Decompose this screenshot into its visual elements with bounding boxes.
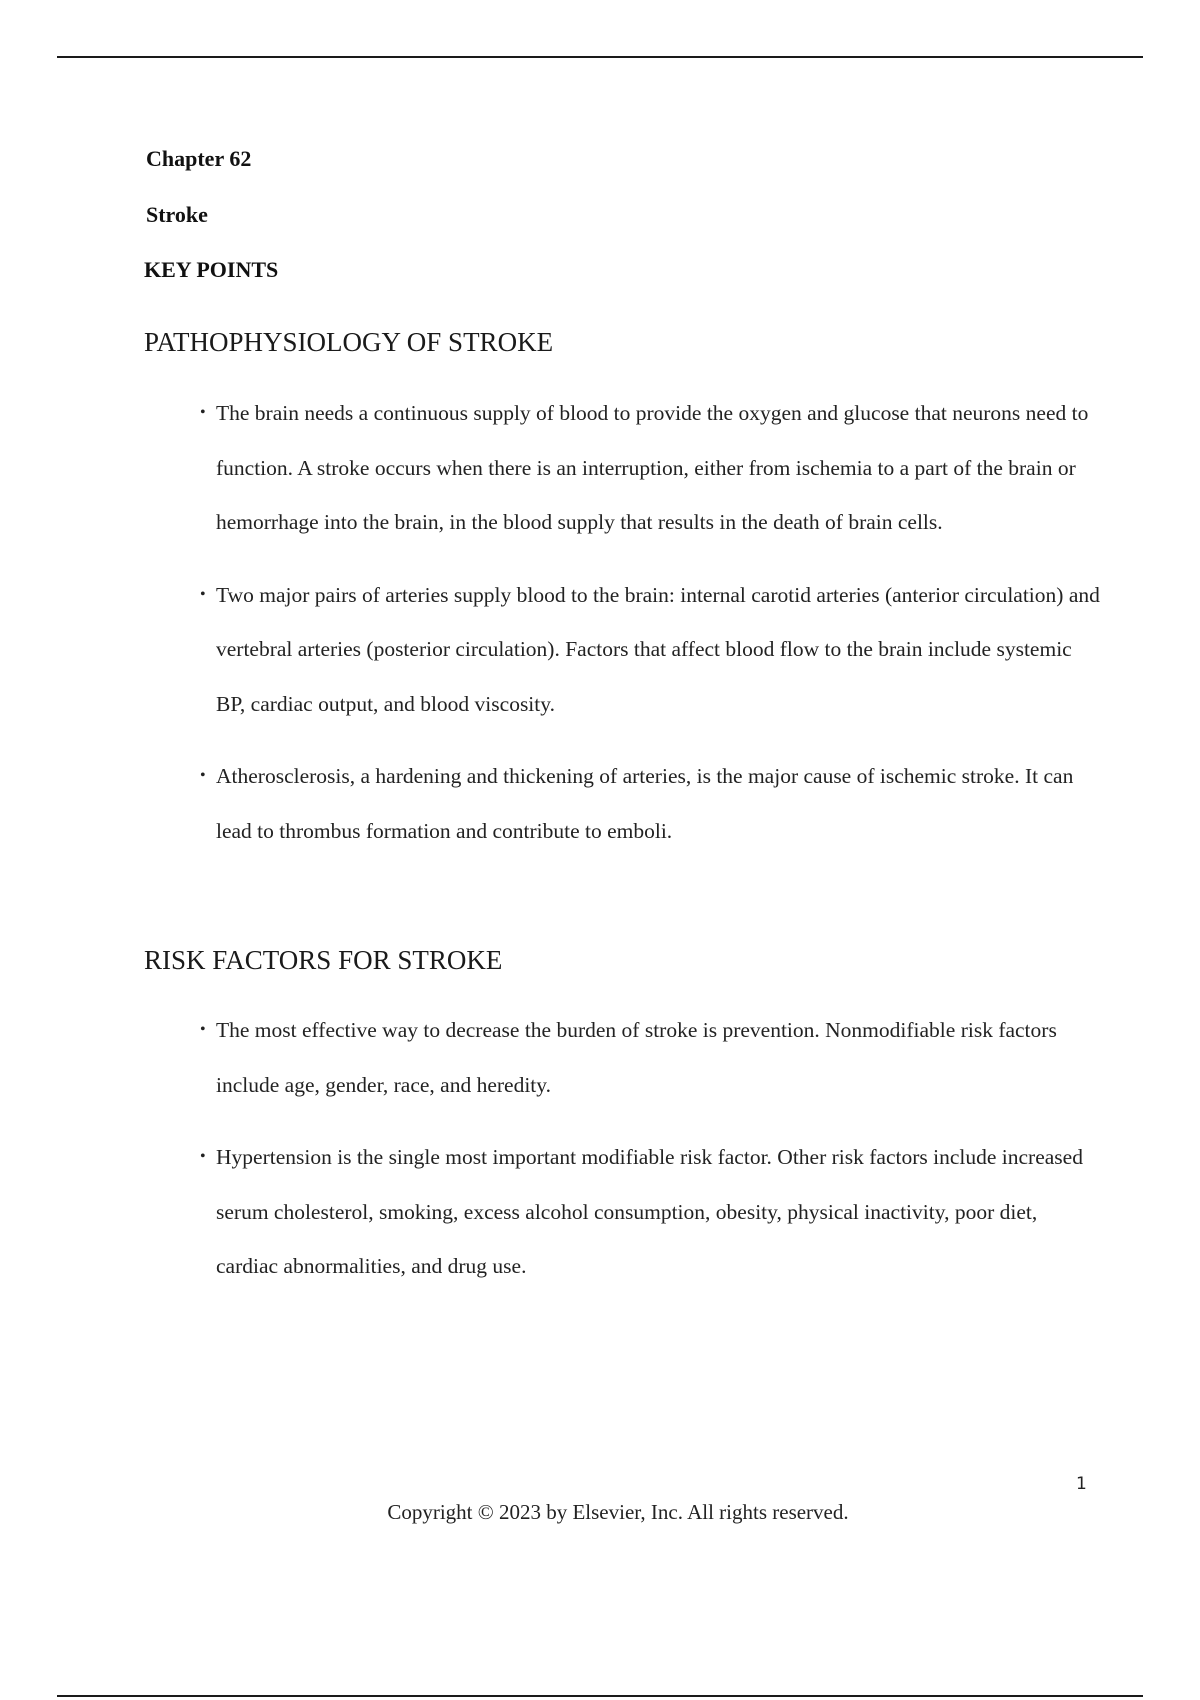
section-heading-risk-factors: RISK FACTORS FOR STROKE	[144, 945, 503, 975]
bullet-item: • The brain needs a continuous supply of blood to provide the oxygen and glucose that neurons need to function. A stroke occurs when there is an interruption, either from ischemia to a part of the brain or hemorrhage into the brain, in the blood supply that results in the death of brain cells.	[200, 386, 1100, 550]
key-points-label: KEY POINTS	[144, 257, 279, 282]
bullet-item: • The most effective way to decrease the burden of stroke is prevention. Nonmodifiable risk factors include age, gender, race, and heredity.	[200, 1003, 1100, 1112]
chapter-title: Stroke	[146, 202, 208, 227]
risk-factors-bullet-list	[200, 1003, 1100, 1312]
pathophysiology-bullet-list	[200, 386, 1100, 876]
top-rule	[57, 56, 1143, 58]
chapter-label: Chapter 62	[146, 146, 252, 171]
bullet-item: • Two major pairs of arteries supply blood to the brain: internal carotid arteries (anterior circulation) and vertebral arteries (posterior circulation). Factors that affect blood flow to the brain include systemic BP, cardiac output, and blood viscosity.	[200, 568, 1100, 732]
bottom-rule	[57, 1695, 1143, 1697]
copyright-notice: Copyright © 2023 by Elsevier, Inc. All rights reserved.	[387, 1500, 849, 1524]
page-number: 1	[1076, 1474, 1087, 1494]
bullet-item: • Atherosclerosis, a hardening and thickening of arteries, is the major cause of ischemic stroke. It can lead to thrombus formation and contribute to emboli.	[200, 749, 1100, 858]
bullet-item: • Hypertension is the single most important modifiable risk factor. Other risk factors include increased serum cholesterol, smoking, excess alcohol consumption, obesity, physical inactivity, poor diet, cardiac abnormalities, and drug use.	[200, 1130, 1100, 1294]
section-heading-pathophysiology: PATHOPHYSIOLOGY OF STROKE	[144, 327, 554, 357]
